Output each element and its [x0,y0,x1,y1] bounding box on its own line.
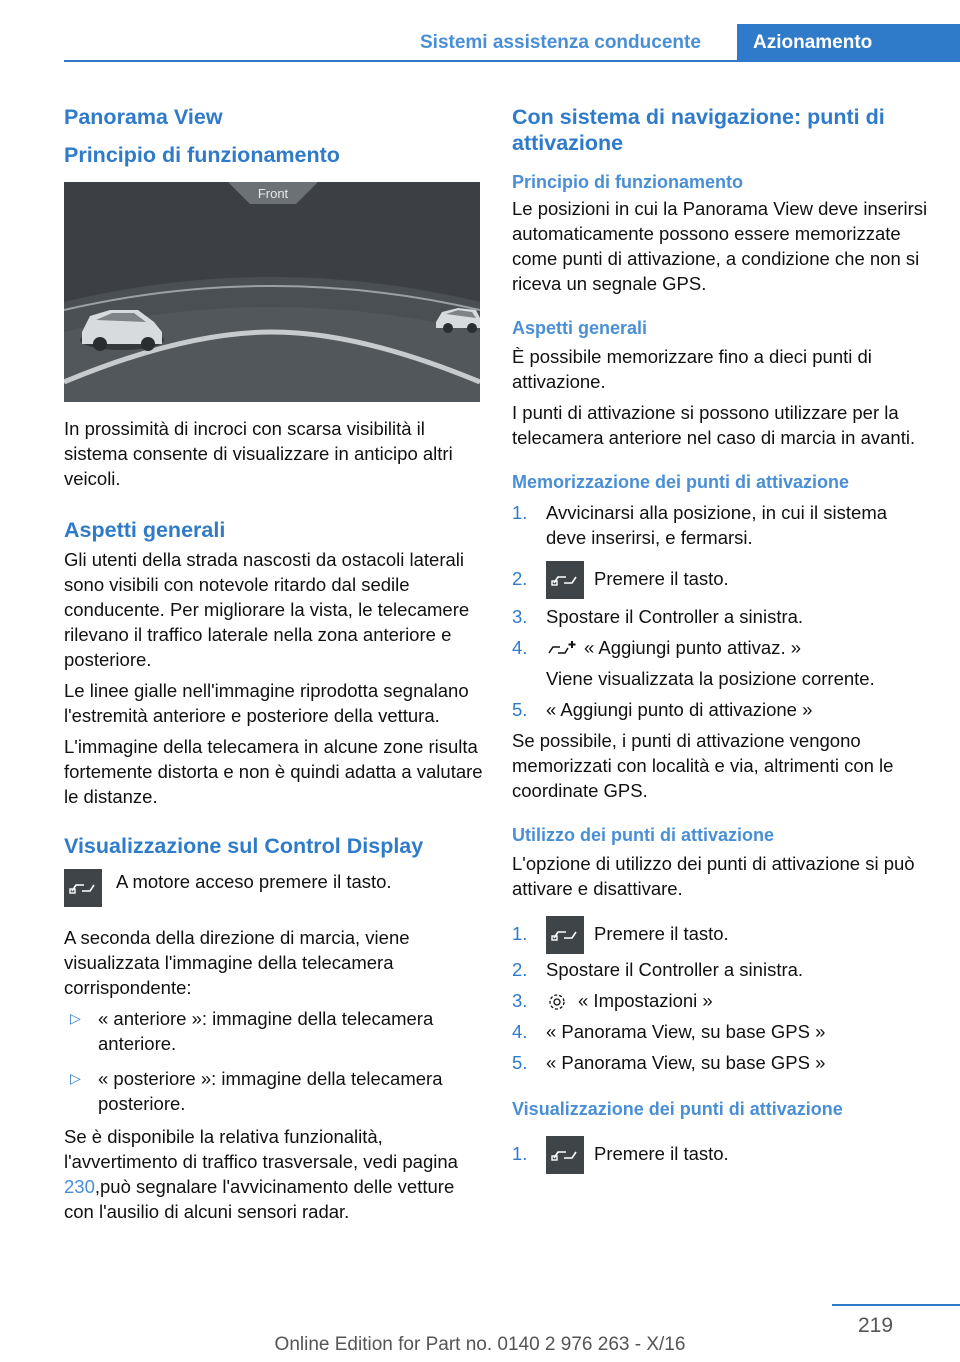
edition-footer: Online Edition for Part no. 0140 2 976 263 - X/16 [274,1334,686,1355]
list-item: 2. Spostare il Controller a sinistra. [512,959,804,980]
list-item: 5. « Panorama View, su base GPS » [512,1052,826,1073]
camera-button-icon [546,561,584,599]
vis-steps-list [512,1135,932,1173]
settings-gear-icon [546,992,568,1012]
display-instruction [64,869,484,911]
aspetti-paragraph-2: Le linee gialle nell'immagine riprodotta segnalano l'estremità anteriore e posteriore della vettura. [64,680,469,726]
utilizzo-paragraph: L'opzione di utilizzo dei punti di attivazione si può attivare e disattivare. [512,853,915,899]
section-heading-principio: Principio di funzionamento [64,143,340,167]
right-column [512,104,932,1173]
camera-button-icon [64,869,102,907]
list-item: 3. « Impostazioni » [512,990,713,1011]
list-item: 2. Premere il tasto. [512,560,932,598]
page-reference-link[interactable]: 230 [64,1176,95,1197]
camera-bullet-list [64,1006,484,1116]
list-item: 5. « Aggiungi punto di attivazione » [512,699,813,720]
triangle-bullet-icon: ▷ [70,1010,81,1026]
subheading-aspetti: Aspetti generali [512,318,648,338]
subheading-memorizzazione: Memorizzazione dei punti di attivazione [512,472,850,492]
aspetti-paragraph-3: L'immagine della telecamera in alcune zone risulta fortemente distorta e non è quindi adatta a valutare le distanze. [64,736,483,807]
display-instruction-text: A motore acceso premere il tasto. [116,871,392,892]
left-column [64,104,484,1224]
running-header-chapter: Azionamento [737,24,960,62]
subheading-principio: Principio di funzionamento [512,172,743,192]
list-item: 3. Spostare il Controller a sinistra. [512,606,804,627]
subheading-visualizzazione: Visualizzazione dei punti di attivazione [512,1099,843,1119]
camera-button-icon [546,916,584,954]
header-rule [64,60,960,62]
list-item: 1. Premere il tasto. [512,1135,932,1173]
memo-after-paragraph: Se possibile, i punti di attivazione vengono memorizzati con località e via, altrimenti con le coordinate GPS. [512,730,894,801]
camera-button-icon [546,1136,584,1174]
section-heading-aspetti: Aspetti generali [64,518,226,542]
triangle-bullet-icon: ▷ [70,1070,81,1086]
aspetti-paragraph-2: I punti di attivazione si possono utilizzare per la telecamera anteriore nel caso di marcia in avanti. [512,402,916,448]
list-item: ▷ « posteriore »: immagine della telecamera posteriore. [70,1068,443,1114]
closing-paragraph: Se è disponibile la relativa funzionalità, l'avvertimento di traffico trasversale, vedi pagina 230,può segnalare l'avvicinamento delle vetture con l'ausilio di alcuni sensori radar. [64,1126,458,1222]
list-item: 1. Premere il tasto. [512,915,932,953]
display-paragraph: A seconda della direzione di marcia, viene visualizzata l'immagine della telecamera corrispondente: [64,927,410,998]
page-number: 219 [858,1314,894,1337]
aspetti-paragraph-1: Gli utenti della strada nascosti da ostacoli laterali sono visibili con notevole ritardo dal sedile conducente. Per migliorare la vista, le telecamere rilevano il traffico laterale nella zona anteriore e posteriore. [64,549,470,670]
section-heading-navigation: Con sistema di navigazione: punti di attivazione [512,105,885,155]
running-header-section: Sistemi assistenza conducente [420,32,701,53]
intro-paragraph: In prossimità di incroci con scarsa visibilità il sistema consente di visualizzare in anticipo altri veicoli. [64,418,453,489]
footer-rule [832,1304,960,1306]
page-title: Panorama View [64,105,223,129]
list-item: ▷ « anteriore »: immagine della telecamera anteriore. [70,1008,434,1054]
util-steps-list [512,915,932,1075]
principio-paragraph: Le posizioni in cui la Panorama View deve inserirsi automaticamente possono essere memorizzate come punti di attivazione, a condizione che non si riceva un segnale GPS. [512,198,928,294]
memo-steps-list [512,500,932,722]
section-heading-display: Visualizzazione sul Control Display [64,834,424,858]
aspetti-paragraph-1: È possibile memorizzare fino a dieci punti di attivazione. [512,346,872,392]
panorama-view-illustration [64,182,480,402]
front-label: Front [257,186,289,201]
list-item: 4. « Panorama View, su base GPS » [512,1021,826,1042]
add-point-icon [546,639,576,659]
list-item: 4. « Aggiungi punto attivaz. » Viene visualizzata la posizione corrente. [512,637,875,689]
subheading-utilizzo: Utilizzo dei punti di attivazione [512,825,775,845]
list-item: 1. Avvicinarsi alla posizione, in cui il sistema deve inserirsi, e fermarsi. [512,502,888,548]
